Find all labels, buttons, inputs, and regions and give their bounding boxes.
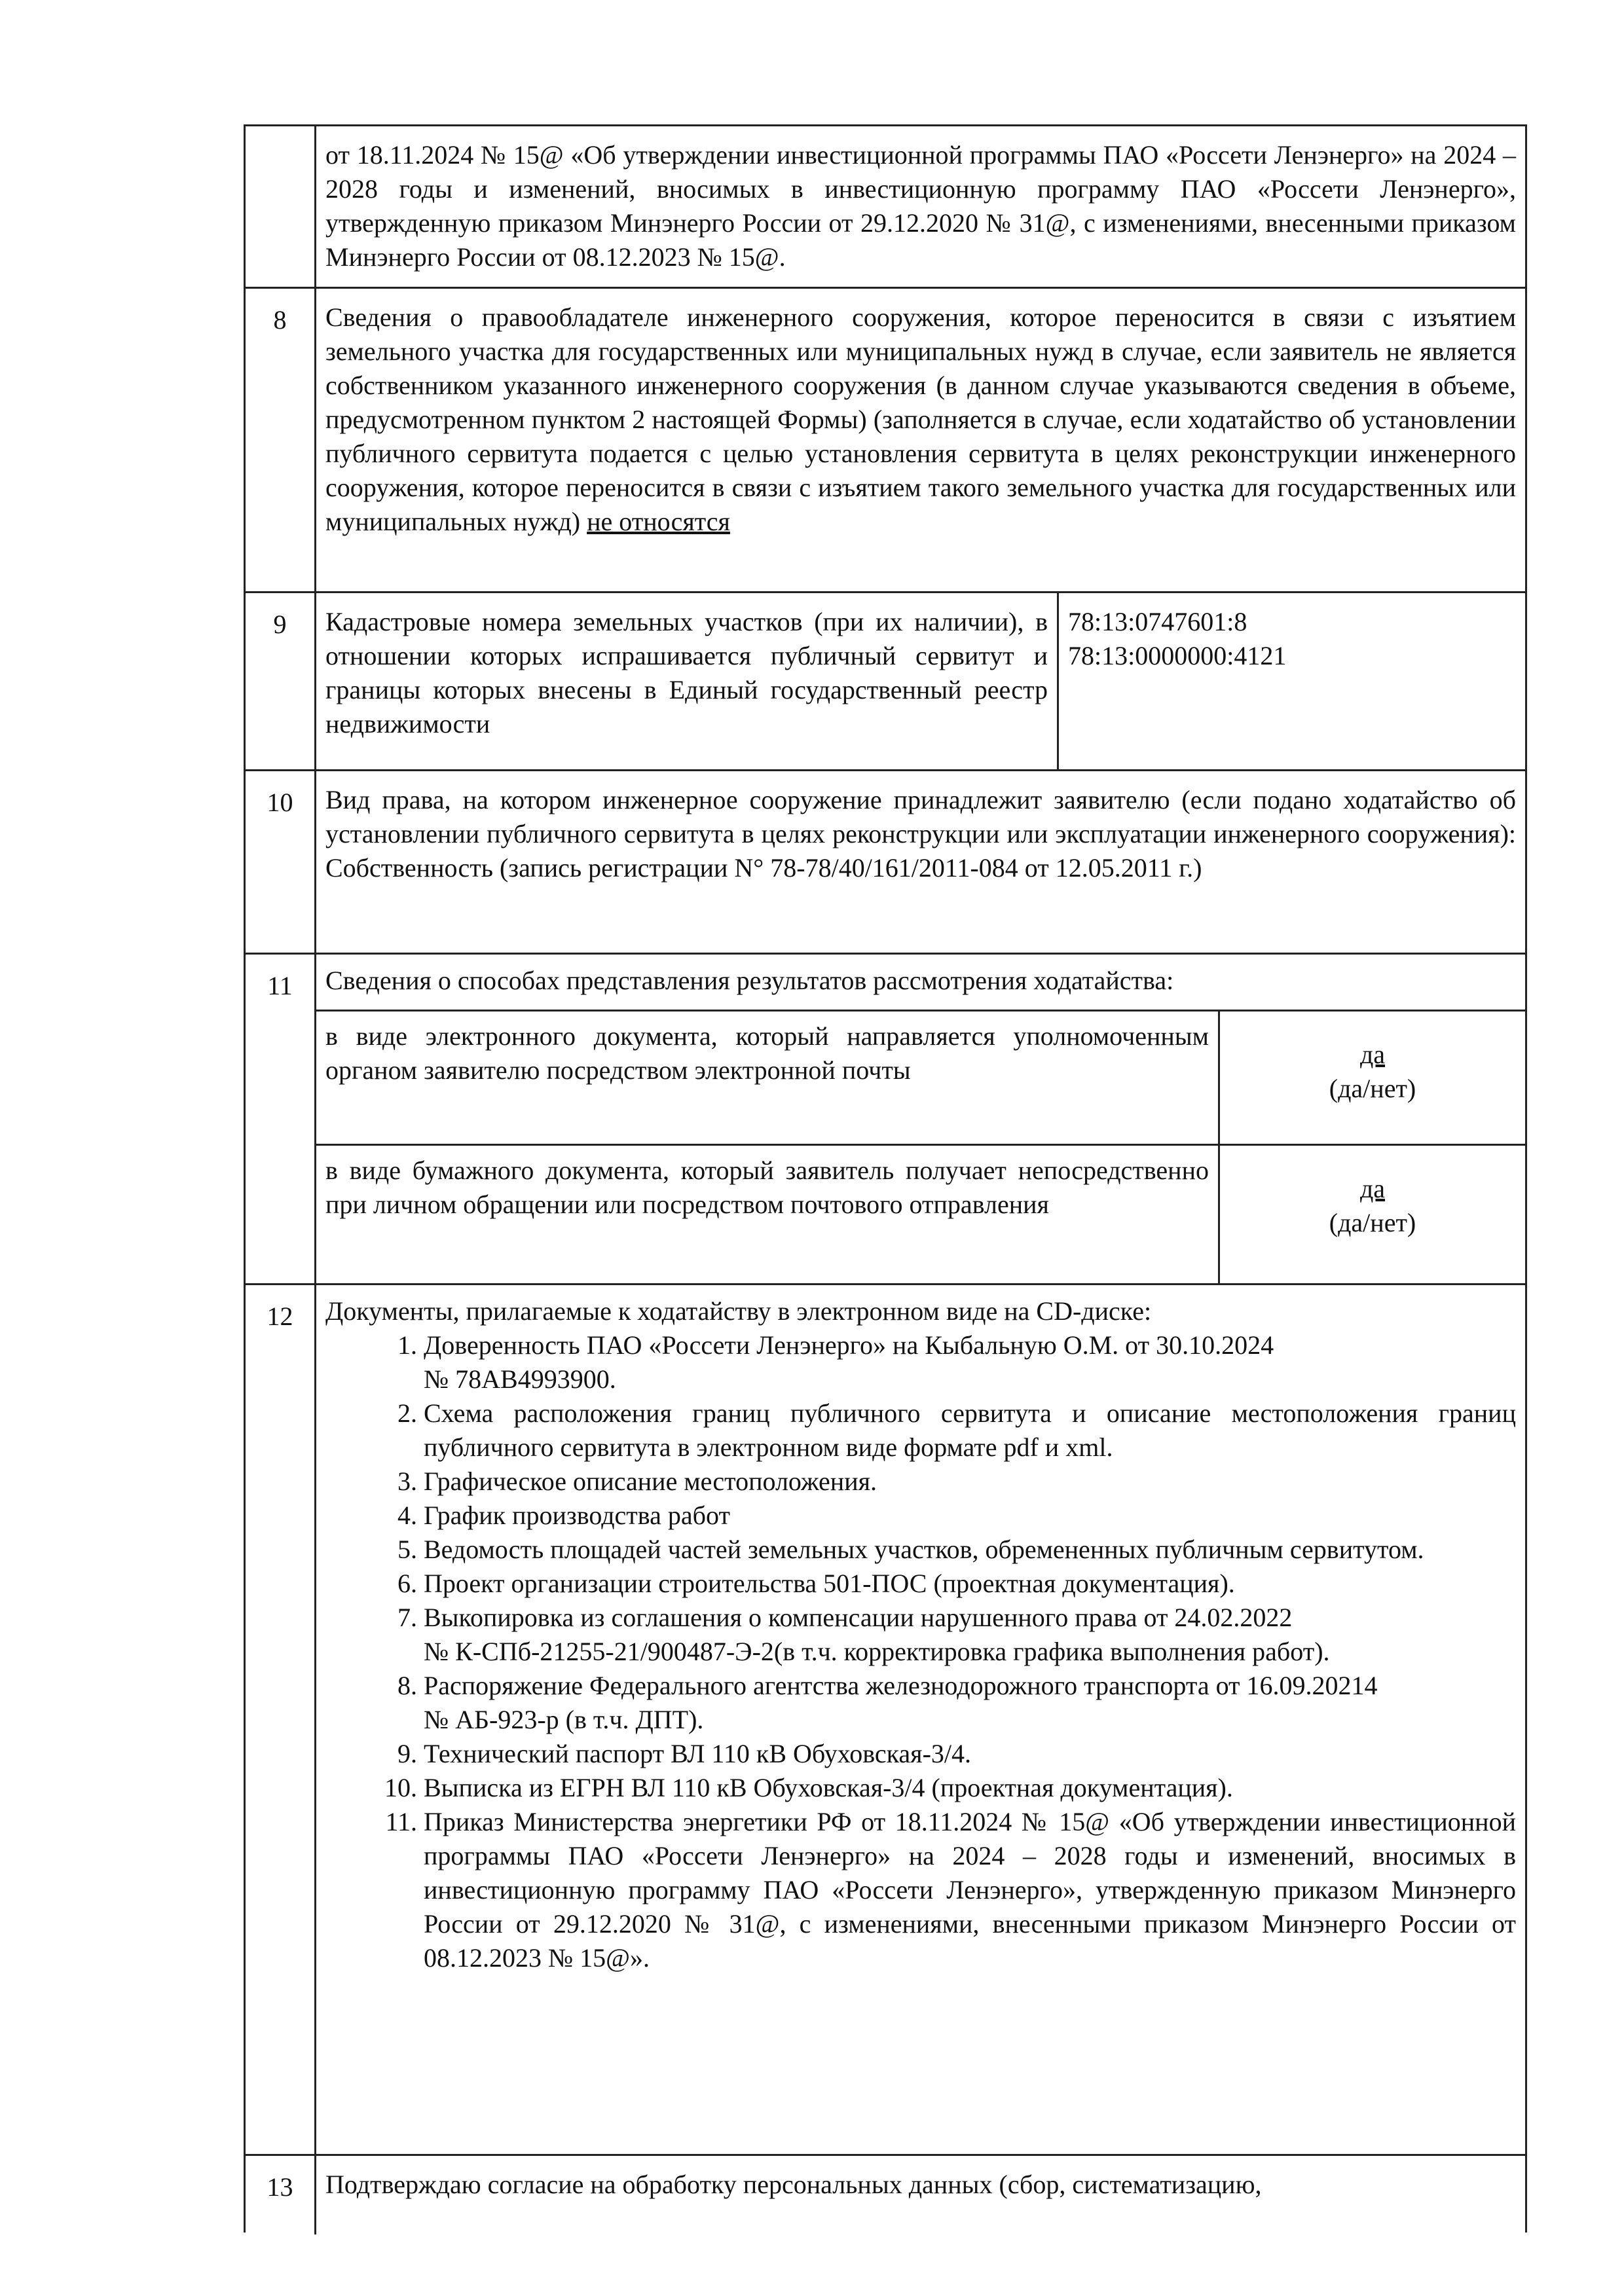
list-item: 11. Приказ Министерства энергетики РФ от 18.11.2024 № 15@ «Об утверждении инвестиционной программы ПАО «Россети Ленэнерго» на 2024 – 2028 годы и изменений, вносимых в инвестиционную программу ПАО «Россети Ленэнерго», утвержденную приказом Минэнерго России от 29.12.2020 № 31@, с изменениями, внесенными приказом Минэнерго России от 08.12.2023 № 15@». [385, 1807, 1516, 1973]
row-text: от 18.11.2024 № 15@ «Об утверждении инвестиционной программы ПАО «Россети Ленэнерго» на 2024 – 2028 годы и изменений, вносимых в инвестиционную программу ПАО «Россети Ленэнерго», утвержденную приказом Минэнерго России от 29.12.2020 № 31@, с изменениями, внесенными приказом Минэнерго России от 08.12.2023 № 15@. [325, 140, 1516, 272]
row-text: Подтверждаю согласие на обработку персональных данных (сбор, систематизацию, [325, 2170, 1262, 2199]
table-row-8 [246, 289, 1525, 593]
documents-list [325, 1328, 1516, 1975]
row-number: 11 [246, 955, 316, 1283]
list-item: 6. Проект организации строительства 501-ПОС (проектная документация). [397, 1569, 1235, 1598]
table-row-9 [246, 593, 1525, 771]
documents-title: Документы, прилагаемые к ходатайству в электронном виде на CD-диске: [325, 1296, 1152, 1326]
list-item: 4. График производства работ [397, 1501, 730, 1530]
answer-hint: (да/нет) [1329, 1208, 1416, 1237]
answer-value: да [1359, 1174, 1386, 1203]
option-answer [1220, 1011, 1525, 1144]
cadastral-numbers [1059, 593, 1525, 769]
rightholder-value: не относятся [587, 507, 730, 536]
delivery-option-paper [316, 1144, 1525, 1283]
row-number: 10 [246, 771, 316, 953]
row-text [316, 289, 1525, 591]
attached-documents [316, 1285, 1525, 2154]
rightholder-description: Сведения о правообладателе инженерного сооружения, которое переносится в связи с изъятием земельного участка для государственных или муниципальных нужд в случае, если заявитель не является собственником указанного инженерного сооружения (в данном случае указываются сведения в объеме, предусмотренном пунктом 2 настоящей Формы) (заполняется в случае, если ходатайство об установлении публичного сервитута подается с целью установления сервитута в целях реконструкции инженерного сооружения, которое переносится в связи с изъятием такого земельного участка для государственных или муниципальных нужд) [325, 302, 1516, 536]
list-item: 3. Графическое описание местоположения. [397, 1467, 877, 1496]
cadastral-number: 78:13:0747601:8 [1068, 607, 1247, 636]
row-text: Вид права, на котором инженерное сооружение принадлежит заявителю (если подано ходатайство об установлении публичного сервитута в целях реконструкции или эксплуатации инженерного сооружения): Собственность (запись регистрации N° 78-78/40/161/2011-084 от 12.05.2011 г.) [325, 785, 1516, 883]
option-answer [1220, 1146, 1525, 1283]
table-row-13 [246, 2156, 1525, 2234]
answer-value: да [1359, 1040, 1386, 1069]
application-table [244, 124, 1527, 2232]
row-number [246, 126, 316, 287]
answer-hint: (да/нет) [1329, 1074, 1416, 1103]
delivery-option-electronic [316, 1010, 1525, 1144]
list-item: 7. Выкопировка из соглашения о компенсации нарушенного права от 24.02.2022 № К-СПб-21255-21/900487-Э-2(в т.ч. корректировка графика выполнения работ). [397, 1603, 1330, 1666]
cadastral-number: 78:13:0000000:4121 [1068, 641, 1287, 670]
list-item: 10. Выписка из ЕГРН ВЛ 110 кВ Обуховская-3/4 (проектная документация). [384, 1773, 1233, 1802]
list-item: 9. Технический паспорт ВЛ 110 кВ Обуховская-3/4. [397, 1739, 972, 1768]
table-row-12 [246, 1285, 1525, 2156]
list-item: 2. Схема расположения границ публичного сервитута и описание местоположения границ публичного сервитута в электронном виде формате pdf и xml. [397, 1398, 1516, 1462]
table-row-10 [246, 771, 1525, 955]
row-number: 8 [246, 289, 316, 591]
list-item: 5. Ведомость площадей частей земельных участков, обремененных публичным сервитутом. [397, 1535, 1424, 1564]
option-text: в виде электронного документа, который направляется уполномоченным органом заявителю посредством электронной почты [316, 1011, 1220, 1144]
table-row-continuation [246, 126, 1525, 289]
list-item: 1. Доверенность ПАО «Россети Ленэнерго» на Кыбальную О.М. от 30.10.2024 № 78АВ4993900. [397, 1330, 1274, 1394]
table-row-11 [246, 955, 1525, 1285]
row-number: 12 [246, 1285, 316, 2154]
row-number: 13 [246, 2156, 316, 2234]
delivery-title: Сведения о способах представления результатов рассмотрения ходатайства: [325, 966, 1174, 995]
row-number: 9 [246, 593, 316, 769]
option-text: в виде бумажного документа, который заявитель получает непосредственно при личном обращении или посредством почтового отправления [316, 1146, 1220, 1283]
list-item: 8. Распоряжение Федерального агентства железнодорожного транспорта от 16.09.20214 № АБ-923-р (в т.ч. ДПТ). [397, 1671, 1378, 1734]
cadastral-label: Кадастровые номера земельных участков (при их наличии), в отношении которых испрашивается публичный сервитут и границы которых внесены в Единый государственный реестр недвижимости [316, 593, 1059, 769]
